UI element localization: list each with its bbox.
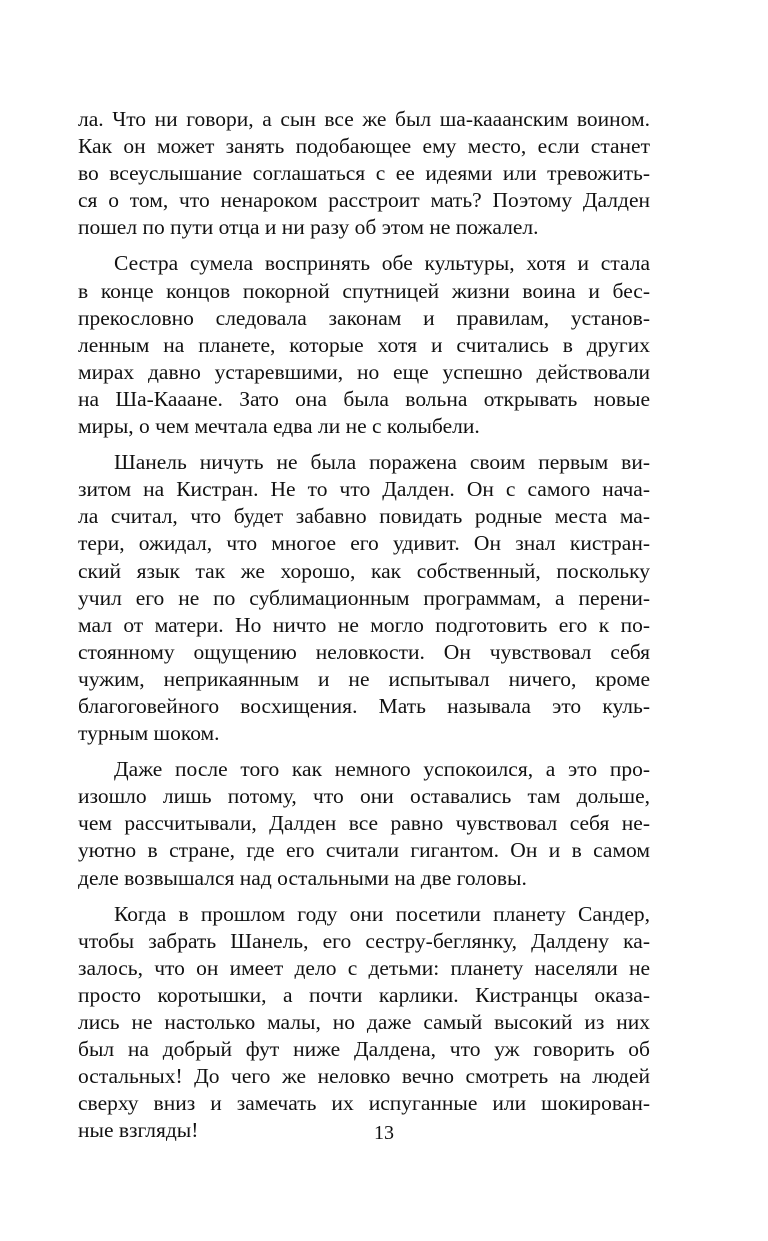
text-line: зитом на Кистран. Не то что Далден. Он с самого нача-	[78, 477, 650, 502]
text-line: ные взгляды!	[78, 1118, 199, 1143]
text-line: ся о том, что ненароком расстроит мать? Поэтому Далден	[78, 188, 650, 213]
text-line: Шанель ничуть не была поражена своим первым ви-	[114, 450, 650, 475]
text-line: Когда в прошлом году они посетили планету Сандер,	[114, 901, 650, 926]
text-line: залось, что он имеет дело с детьми: планету населяли не	[78, 955, 650, 980]
text-line: изошло лишь потому, что они оставались там дольше,	[78, 784, 650, 809]
text-line: остальных! До чего же неловко вечно смотреть на людей	[78, 1064, 650, 1089]
text-line: тери, ожидал, что многое его удивит. Он знал кистран-	[78, 531, 650, 556]
text-line: на Ша-Кааане. Зато она была вольна открывать новые	[78, 386, 650, 411]
paragraph-gap	[78, 747, 650, 756]
paragraph	[78, 901, 650, 1145]
text-line: пошел по пути отца и ни разу об этом не пожалел.	[78, 215, 539, 240]
text-line: стоянному ощущению неловкости. Он чувствовал себя	[78, 639, 650, 664]
paragraph	[78, 756, 650, 891]
text-line: ский язык так же хорошо, как собственный, поскольку	[78, 558, 650, 583]
text-line: уютно в стране, где его считали гигантом. Он и в самом	[78, 838, 650, 863]
text-line: ла считал, что будет забавно повидать родные места ма-	[78, 504, 650, 529]
text-line: сверху вниз и замечать их испуганные или шокирован-	[78, 1091, 650, 1116]
text-line: во всеуслышание соглашаться с ее идеями или тревожить-	[78, 161, 650, 186]
text-line: благоговейного восхищения. Мать называла это куль-	[78, 693, 650, 718]
paragraph	[78, 449, 650, 747]
text-line: просто коротышки, а почти карлики. Кистранцы оказа-	[78, 982, 650, 1007]
text-line: чтобы забрать Шанель, его сестру-беглянку, Далдену ка-	[78, 928, 650, 953]
text-line: лись не настолько малы, но даже самый высокий из них	[78, 1010, 650, 1034]
page-number: 13	[374, 1122, 394, 1144]
text-line: деле возвышался над остальными на две головы.	[78, 865, 527, 890]
text-line: в конце концов покорной спутницей жизни воина и бес-	[78, 278, 650, 303]
text-line: мирах давно устаревшими, но еще успешно действовали	[78, 359, 650, 384]
text-line: миры, о чем мечтала едва ли не с колыбели.	[78, 414, 480, 439]
text-line: ла. Что ни говори, а сын все же был ша-кааанским воином.	[78, 107, 650, 131]
text-line: мал от матери. Но ничто не могло подготовить его к по-	[78, 612, 650, 637]
paragraph	[78, 250, 650, 440]
text-line: Как он может занять подобающее ему место, если станет	[78, 134, 650, 159]
body-text	[78, 106, 650, 1144]
paragraph-gap	[78, 241, 650, 250]
text-line: чем рассчитывали, Далден все равно чувствовал себя не-	[78, 811, 650, 836]
paragraph-gap	[78, 892, 650, 901]
paragraph	[78, 106, 650, 241]
text-line: Даже после того как немного успокоился, а это про-	[114, 757, 650, 782]
text-line: турным шоком.	[78, 721, 220, 746]
text-line: был на добрый фут ниже Далдена, что уж говорить об	[78, 1037, 650, 1062]
text-line: ленным на планете, которые хотя и считались в других	[78, 332, 650, 357]
paragraph-gap	[78, 440, 650, 449]
text-line: прекословно следовала законам и правилам, установ-	[78, 305, 650, 330]
text-line: чужим, неприкаянным и не испытывал ничего, кроме	[78, 666, 650, 691]
text-line: учил его не по сублимационным программам, а перени-	[78, 585, 650, 610]
text-line: Сестра сумела воспринять обе культуры, хотя и стала	[114, 251, 650, 276]
